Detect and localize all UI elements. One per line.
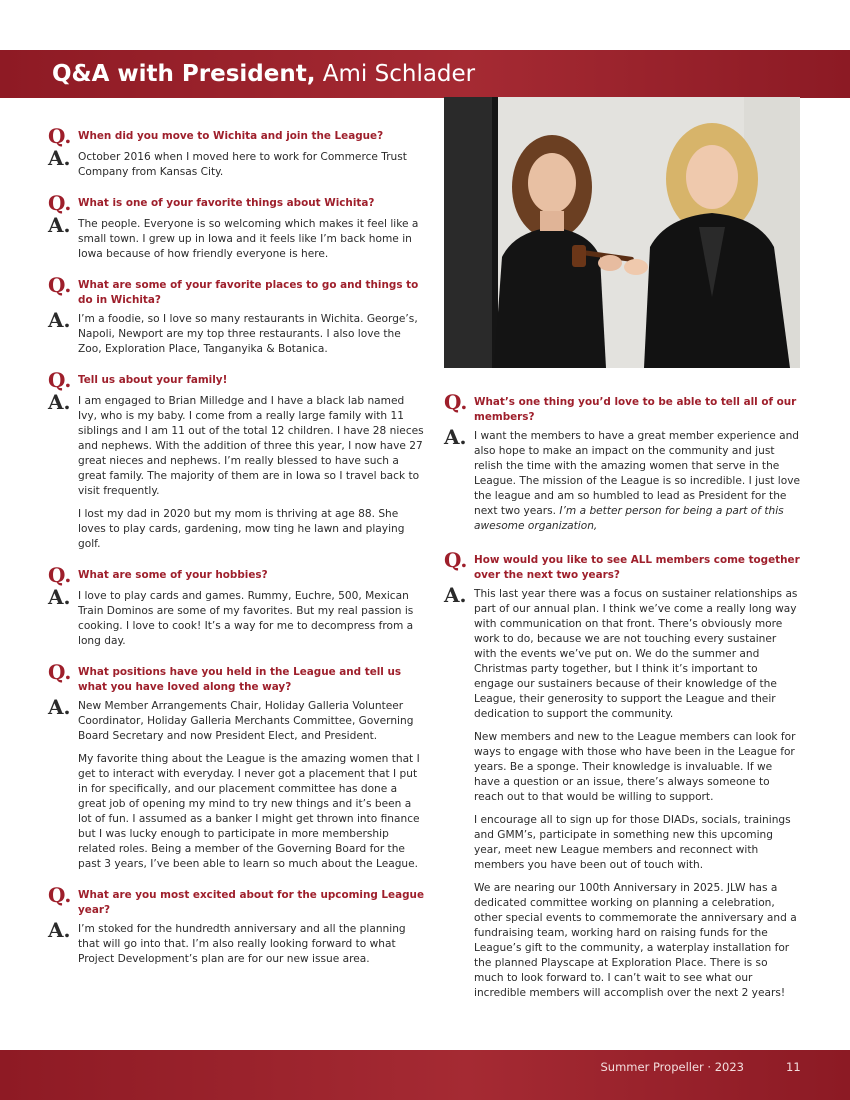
answer-text: I want the members to have a great member experience and also hope to make an impact on the community and just relish the time with the amazing women that serve in the League. The mission of the League is so incredible. I just love the league and am so humbled to lead as President for the next two years. — [474, 430, 800, 517]
question-text: What are you most excited about for the upcoming League year? — [78, 889, 424, 916]
page-title — [52, 59, 475, 89]
page-number: 11 — [786, 1060, 801, 1074]
qa-item — [48, 563, 426, 649]
answer-marker: A. — [444, 425, 467, 449]
title-banner — [0, 50, 850, 98]
answer-paragraph: October 2016 when I moved here to work for Commerce Trust Company from Kansas City. — [78, 151, 407, 178]
answer-paragraph: I encourage all to sign up for those DIADs, socials, trainings and GMM’s, participate in something new this upcoming year, meet new League members and reconnect with members you have been out of touch with. — [474, 814, 791, 871]
page-title-main: Q&A with President, — [52, 61, 316, 87]
question-marker: Q. — [444, 390, 468, 414]
answer-marker: A. — [48, 585, 71, 609]
qa-item — [48, 124, 426, 180]
answer-marker: A. — [48, 918, 71, 942]
publication-name: Summer Propeller · 2023 — [600, 1060, 744, 1074]
question-marker: Q. — [48, 883, 72, 907]
question-text: What are some of your hobbies? — [78, 569, 268, 581]
question-text: What’s one thing you’d love to be able to tell all of our members? — [474, 396, 797, 423]
question-marker: Q. — [444, 548, 468, 572]
qa-item — [48, 660, 426, 872]
question-text: What positions have you held in the League and tell us what you have loved along the way? — [78, 666, 402, 693]
answer-paragraph: My favorite thing about the League is the amazing women that I get to interact with everyday. I never got a placement that I put in for specifically, and our placement committee has done a great job of opening my mind to try new things and it’s been a lot of fun. I assumed as a banker I might get thrown into finance but I was lucky enough to participate in more membership related roles. Being a member of the Governing Board for the past 3 years, I’ve been able to learn so much about the League. — [78, 753, 420, 870]
question-marker: Q. — [48, 191, 72, 215]
question-text: What is one of your favorite things about Wichita? — [78, 197, 375, 209]
answer-marker: A. — [48, 146, 71, 170]
question-text: Tell us about your family! — [78, 374, 228, 386]
qa-item — [48, 883, 426, 967]
qa-item — [48, 191, 426, 262]
answer-paragraph: New members and new to the League members can look for ways to engage with those who have been in the League for years. Be a sponge. Their knowledge is invaluable. If we have a question or an issue, there’s always someone to reach out to that would be willing to support. — [474, 731, 796, 803]
answer-marker: A. — [48, 213, 71, 237]
question-marker: Q. — [48, 563, 72, 587]
photo-illustration — [444, 97, 800, 368]
qa-item — [444, 548, 800, 1001]
answer-paragraph: I am engaged to Brian Milledge and I have a black lab named Ivy, who is my baby. I come from a really large family with 11 siblings and I am 11 out of the total 12 children. I have 28 nieces and nephews. With the addition of three this year, I now have 27 great nieces and nephews. I’m really blessed to have such a great family. The majority of them are in Iowa so I travel back to visit frequently. — [78, 395, 424, 497]
question-text: What are some of your favorite places to go and things to do in Wichita? — [78, 279, 419, 306]
answer-paragraph: The people. Everyone is so welcoming which makes it feel like a small town. I grew up in Iowa and it feels like I’m back home in Iowa because of how friendly everyone is here. — [78, 218, 419, 260]
qa-item — [48, 273, 426, 357]
answer-paragraph: We are nearing our 100th Anniversary in 2025. JLW has a dedicated committee working on planning a celebration, other special events to commemorate the anniversary and a fundraising team, working hard on raising funds for the League’s gift to the community, a waterplay installation for the planned Playscape at Exploration Place. There is so much to look forward to. I can’t wait to see what our incredible members will accomplish over the next 2 years! — [474, 882, 797, 999]
answer-marker: A. — [444, 583, 467, 607]
answer-paragraph: This last year there was a focus on sustainer relationships as part of our annual plan. I think we’ve come a really long way with communication on that front. There’s obviously more work to do, because we are not touching every sustainer with the events we’ve put on. We do the summer and Christmas party together, but I think it’s important to engage our sustainers because of their knowledge of the League, their generosity to support the League and their dedication to support the community. — [474, 588, 798, 720]
answer-paragraph: I’m a foodie, so I love so many restaurants in Wichita. George’s, Napoli, Newport are my top three restaurants. I also love the Zoo, Exploration Place, Tanganyika & Botanica. — [78, 313, 418, 355]
question-marker: Q. — [48, 273, 72, 297]
answer-paragraph: New Member Arrangements Chair, Holiday Galleria Volunteer Coordinator, Holiday Galleria Merchants Committee, Governing Board Secretary and now President Elect, and President. — [78, 700, 414, 742]
president-photo — [444, 97, 800, 368]
question-text: When did you move to Wichita and join the League? — [78, 130, 384, 142]
question-marker: Q. — [48, 660, 72, 684]
answer-marker: A. — [48, 695, 71, 719]
answer-paragraph — [474, 429, 800, 534]
question-text: How would you like to see ALL members come together over the next two years? — [474, 554, 800, 581]
qa-item — [444, 390, 800, 534]
answer-marker: A. — [48, 390, 71, 414]
answer-paragraph: I lost my dad in 2020 but my mom is thriving at age 88. She loves to play cards, gardening, mow ting he lawn and playing golf. — [78, 508, 405, 550]
question-marker: Q. — [48, 368, 72, 392]
page-title-name: Ami Schlader — [322, 61, 476, 87]
left-column — [48, 124, 426, 982]
question-marker: Q. — [48, 124, 72, 148]
right-column — [444, 390, 800, 1016]
answer-italic-text: I’m a better person for being a part of this awesome organization, — [474, 505, 784, 532]
answer-marker: A. — [48, 308, 71, 332]
footer-bar — [0, 1050, 850, 1100]
answer-paragraph: I love to play cards and games. Rummy, Euchre, 500, Mexican Train Dominos are some of my favorites. But my real passion is cooking. I love to cook! It’s a way for me to decompress from a long day. — [78, 590, 414, 647]
answer-paragraph: I’m stoked for the hundredth anniversary and all the planning that will go into that. I’m also really looking forward to what Project Development’s plan are for our new issue area. — [78, 923, 406, 965]
qa-item — [48, 368, 426, 552]
